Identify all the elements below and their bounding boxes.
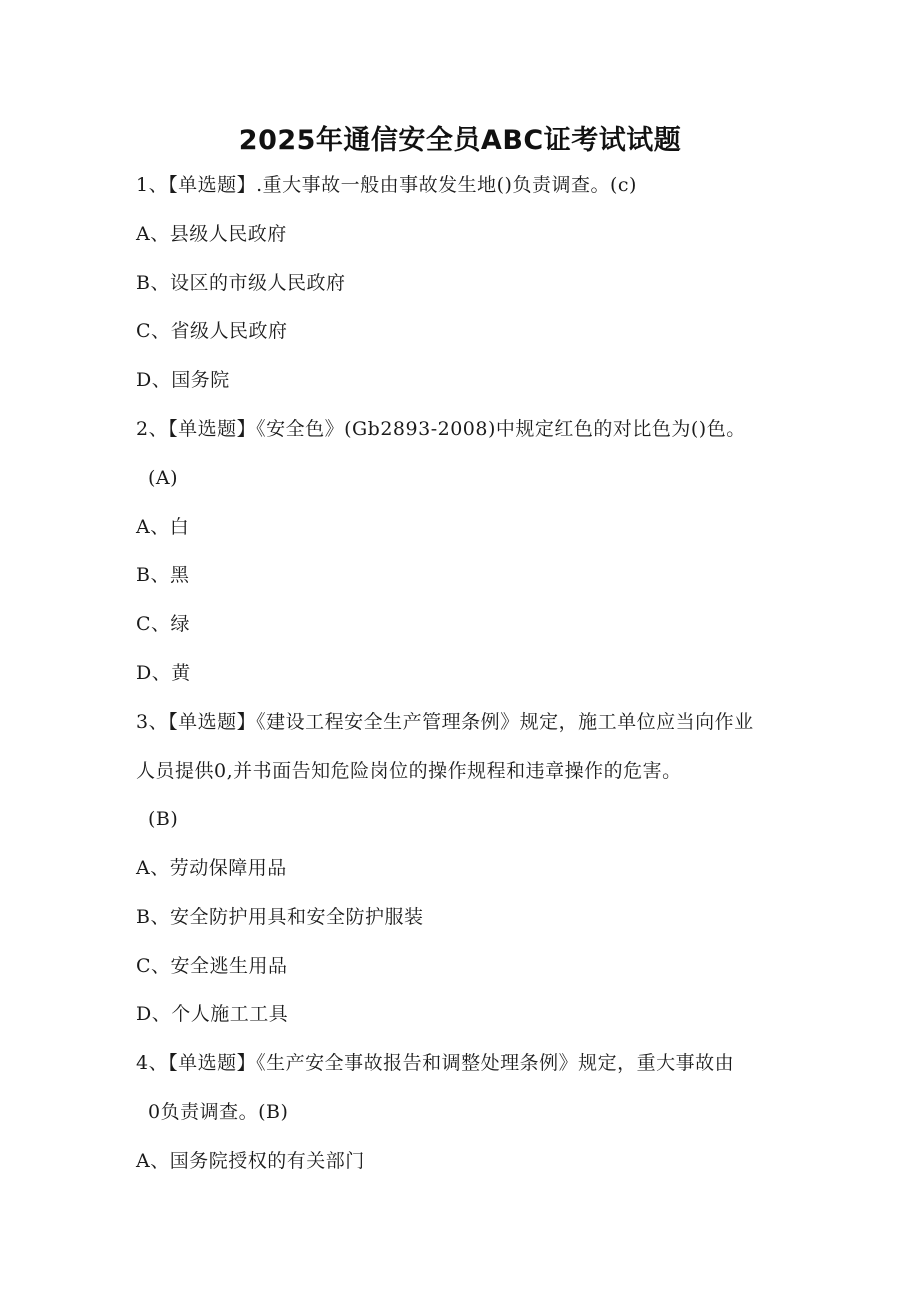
question-1-option-d: D、国务院 [136, 369, 230, 391]
question-3-option-b: B、安全防护用具和安全防护服装 [136, 906, 424, 928]
question-3-option-a: A、劳动保障用品 [136, 857, 287, 879]
question-2-option-b: B、黑 [136, 564, 190, 586]
question-1-option-a: A、县级人民政府 [136, 223, 287, 245]
question-4-option-a: A、国务院授权的有关部门 [136, 1150, 365, 1172]
question-2-stem: 2、【单选题】《安全色》(Gb2893-2008)中规定红色的对比色为()色。 [136, 418, 746, 440]
question-3-stem-line2: 人员提供0,并书面告知危险岗位的操作规程和违章操作的危害。 [136, 760, 682, 782]
question-1-option-b: B、设区的市级人民政府 [136, 272, 346, 294]
question-1-stem: 1、【单选题】.重大事故一般由事故发生地()负责调查。(c) [136, 174, 637, 196]
question-2-option-a: A、白 [136, 516, 190, 538]
question-2-option-c: C、绿 [136, 613, 191, 635]
question-3-option-d: D、个人施工工具 [136, 1003, 289, 1025]
question-2-option-d: D、黄 [136, 662, 191, 684]
question-3-answer: (B) [148, 808, 179, 830]
document-title: 2025年通信安全员ABC证考试试题 [238, 125, 682, 156]
question-4-stem-line2: 0负责调查。(B) [148, 1101, 289, 1123]
question-1-option-c: C、省级人民政府 [136, 320, 288, 342]
question-3-stem-line1: 3、【单选题】《建设工程安全生产管理条例》规定，施工单位应当向作业 [136, 711, 754, 733]
question-3-option-c: C、安全逃生用品 [136, 955, 288, 977]
question-4-stem-line1: 4、【单选题】《生产安全事故报告和调整处理条例》规定，重大事故由 [136, 1052, 735, 1074]
question-2-answer: (A) [148, 467, 179, 489]
